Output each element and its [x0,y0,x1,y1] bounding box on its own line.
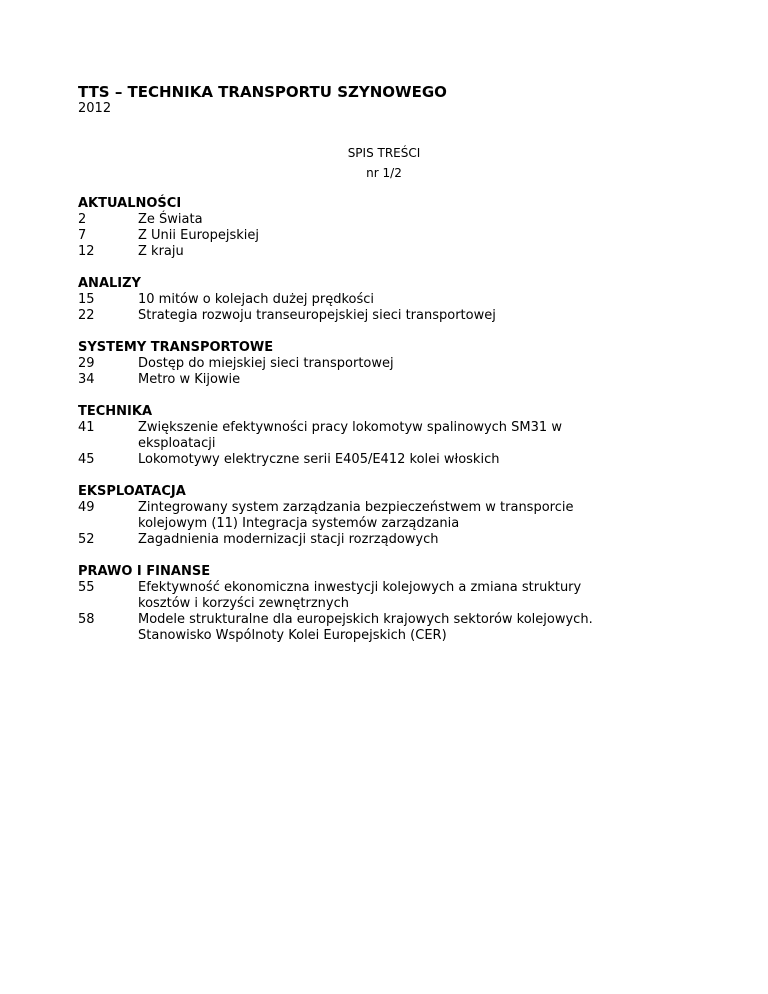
entry-title: Dostęp do miejskiej sieci transportowej [138,356,394,371]
toc-entry [78,500,718,532]
entry-page-number: 49 [78,500,95,515]
section-title: SYSTEMY TRANSPORTOWE [78,340,274,355]
entry-title: Zintegrowany system zarządzania bezpieczeństwem w transporcie kolejowym (11) Integracja systemów zarządzania [138,500,574,531]
entry-page-number: 55 [78,580,95,595]
entry-title: Zagadnienia modernizacji stacji rozrządowych [138,532,439,547]
toc-entry [78,244,718,260]
toc-entry [78,212,718,228]
section-technika [78,404,718,468]
entry-page-number: 58 [78,612,95,627]
section-aktualnosci [78,196,718,260]
entry-title: Lokomotywy elektryczne serii E405/E412 kolei włoskich [138,452,500,467]
entry-title: Zwiększenie efektywności pracy lokomotyw spalinowych SM31 w eksploatacji [138,420,562,451]
document-title: TTS – TECHNIKA TRANSPORTU SZYNOWEGO [78,83,447,101]
section-systemy-transportowe [78,340,718,388]
entry-title: 10 mitów o kolejach dużej prędkości [138,292,375,307]
entry-title: Ze Świata [138,212,203,227]
entry-page-number: 41 [78,420,95,435]
toc-entry [78,308,718,324]
entry-title: Strategia rozwoju transeuropejskiej sieci transportowej [138,308,496,323]
toc-entry [78,580,718,612]
document-year: 2012 [78,101,112,116]
toc-sections [78,196,718,660]
entry-page-number: 29 [78,356,95,371]
entry-page-number: 52 [78,532,95,547]
section-title: EKSPLOATACJA [78,484,186,499]
toc-entry [78,420,718,452]
entry-title: Z kraju [138,244,184,259]
toc-entry [78,228,718,244]
entry-page-number: 2 [78,212,87,227]
entry-page-number: 45 [78,452,95,467]
section-analizy [78,276,718,324]
entry-page-number: 15 [78,292,95,307]
toc-entry [78,612,718,644]
section-title: AKTUALNOŚCI [78,196,182,211]
entry-page-number: 34 [78,372,95,387]
section-title: TECHNIKA [78,404,153,419]
entry-title: Efektywność ekonomiczna inwestycji kolejowych a zmiana struktury kosztów i korzyści zewnętrznych [138,580,582,611]
section-eksploatacja [78,484,718,548]
issue-number: nr 1/2 [366,166,402,180]
section-prawo-i-finanse [78,564,718,644]
entry-title: Z Unii Europejskiej [138,228,259,243]
toc-entry [78,356,718,372]
entry-title: Modele strukturalne dla europejskich krajowych sektorów kolejowych. Stanowisko Wspólnoty Kolei Europejskich (CER) [138,612,593,643]
toc-entry [78,372,718,388]
entry-page-number: 7 [78,228,87,243]
toc-entry [78,452,718,468]
toc-heading: SPIS TREŚCI [347,146,421,160]
section-title: PRAWO I FINANSE [78,564,211,579]
toc-entry [78,532,718,548]
entry-title: Metro w Kijowie [138,372,241,387]
entry-page-number: 22 [78,308,95,323]
entry-page-number: 12 [78,244,95,259]
section-title: ANALIZY [78,276,141,291]
toc-entry [78,292,718,308]
